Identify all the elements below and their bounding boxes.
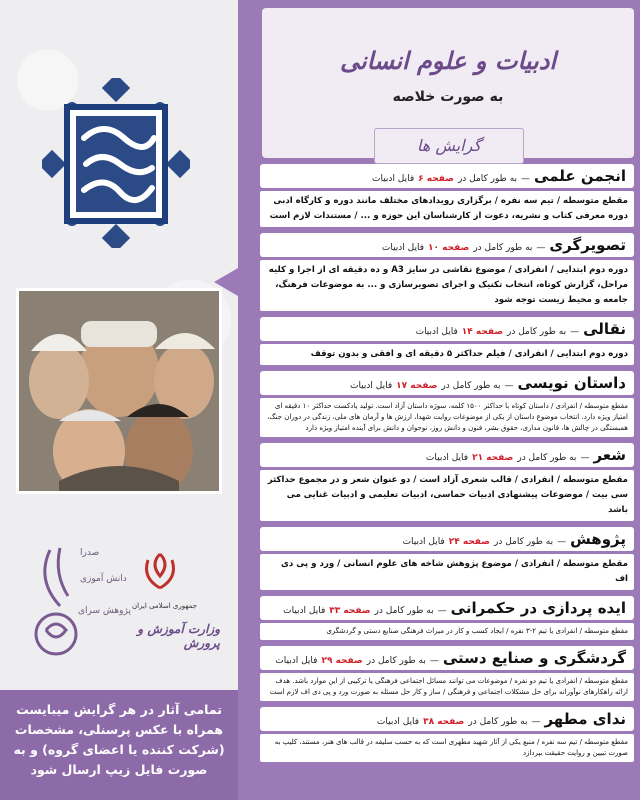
category-description: مقطع متوسطه / انفرادی / موضوع پژوهش شاخه های علوم انسانی / ورد و پی دی اف	[260, 554, 634, 590]
second-org-line2: دانش آموزی	[80, 574, 127, 584]
category-description: مقطع متوسطه / انفرادی یا تیم ۲-۳ نفره / ایجاد کسب و کار در میراث فرهنگی صنایع دستی و گردشگری	[260, 623, 634, 640]
category-page-ref: صفحه ۳۳	[329, 606, 371, 616]
category-dash: —	[429, 656, 439, 666]
calligraphy-logo	[42, 78, 190, 248]
organization-emblems	[20, 530, 220, 670]
category-section	[260, 317, 634, 365]
category-dash: —	[580, 453, 590, 463]
category-ref-prefix: به طور کامل در	[473, 243, 533, 253]
category-description: مقطع متوسطه / انفرادی / داستان کوتاه با حداکثر ۱۵۰۰ کلمه، سوژه داستان آزاد است. تولید یادکست حداکثر ۱۰ دقیقه ای امتیاز ویژه دارد. انتخاب موضوع داستان از یکی از موضوعات روایت شهدا، ارزش ها و آرمان های ملی، زندگی در دوران جنگ، همبستگی در چالش ها، قانون مداری، حقوق بشر، فنون و دانش روز، نوجوان و دانش برای آینده امتیاز ویژه دارد	[260, 398, 634, 437]
category-page-ref: صفحه ۳۸	[423, 717, 465, 727]
category-ref-prefix: به طور کامل در	[441, 381, 501, 391]
category-ref-suffix: فایل ادبیات	[402, 537, 445, 547]
category-page-ref: صفحه ۱۴	[461, 327, 504, 337]
category-header	[260, 527, 634, 551]
category-ref-prefix: به طور کامل در	[457, 174, 518, 184]
page-title: ادبیات و علوم انسانی	[339, 46, 557, 75]
category-name: گردشگری و صنایع دستی	[442, 649, 626, 667]
category-header	[260, 443, 634, 467]
category-name: شعر	[593, 446, 626, 464]
category-list	[260, 164, 634, 768]
category-section	[260, 527, 634, 590]
category-name: نقالی	[583, 320, 626, 338]
category-ref-suffix: فایل ادبیات	[372, 174, 415, 184]
category-ref-suffix: فایل ادبیات	[283, 606, 326, 616]
category-description: مقطع متوسطه / انفرادی یا تیم دو نفره / موضوعات می توانند مسائل اجتماعی فرهنگی یا ترکیبی از این موارد باشد. هدف ارائه راهکارهای نوآورانه برای حل مشکلات اجتماعی و فرهنگی / ساز و کار حل مسئله به صورت ورد و پی دی اف لازم است	[260, 673, 634, 701]
category-dash: —	[521, 174, 531, 184]
category-ref-prefix: به طور کامل در	[517, 453, 577, 463]
category-header	[260, 596, 634, 620]
categories-label: گرایش ها	[374, 128, 524, 164]
category-ref-suffix: فایل ادبیات	[349, 381, 393, 391]
category-page-ref: صفحه ۱۷	[396, 381, 438, 391]
gov-line1: جمهوری اسلامی ایران	[132, 602, 197, 610]
category-description: مقطع متوسطه / تیم سه نفره / برگزاری رویدادهای مختلف مانند دوره و کارگاه ادبی دوره معرفی کتاب و نشریه، دعوت از کارشناسان این حوزه و ... / مستندات لازم است	[260, 191, 634, 227]
header-banner	[262, 8, 634, 158]
category-ref-suffix: فایل ادبیات	[381, 243, 425, 253]
category-page-ref: صفحه ۲۴	[448, 537, 490, 547]
category-page-ref: صفحه ۲۱	[472, 453, 514, 463]
category-name: داستان نویسی	[517, 374, 626, 392]
category-ref-suffix: فایل ادبیات	[425, 453, 469, 463]
category-section	[260, 596, 634, 640]
submission-note: تمامی آثار در هر گرایش میبایست همراه با عکس پرسنلی، مشخصات (شرکت کننده یا اعضای گروه) و به صورت فایل زیپ ارسال شود	[0, 690, 238, 800]
category-section	[260, 233, 634, 311]
category-header	[260, 371, 634, 395]
category-section	[260, 164, 634, 227]
category-header	[260, 707, 634, 731]
category-section	[260, 371, 634, 437]
gov-line2: وزارت آموزش و پرورش	[137, 622, 220, 650]
category-ref-suffix: فایل ادبیات	[376, 717, 420, 727]
category-ref-prefix: به طور کامل در	[468, 717, 528, 727]
category-dash: —	[570, 327, 580, 337]
category-page-ref: صفحه ۲۹	[321, 656, 363, 666]
second-org-line3: پژوهش سرای	[78, 606, 131, 616]
category-name: تصویرگری	[549, 236, 626, 254]
category-header	[260, 317, 634, 341]
category-description: دوره دوم ابتدایی / انفرادی / فیلم حداکثر ۵ دقیقه ای و افقی و بدون توقف	[260, 344, 634, 365]
category-dash: —	[504, 381, 514, 391]
right-panel	[238, 0, 640, 800]
category-dash: —	[531, 717, 541, 727]
category-page-ref: صفحه ۱۰	[428, 243, 470, 253]
category-name: ایده پردازی در حکمرانی	[450, 599, 626, 617]
category-ref-prefix: به طور کامل در	[374, 606, 434, 616]
category-page-ref: صفحه ۶	[418, 174, 454, 184]
category-header	[260, 646, 634, 670]
category-name: انجمن علمی	[534, 167, 626, 185]
category-ref-suffix: فایل ادبیات	[415, 327, 458, 337]
category-header	[260, 164, 634, 188]
left-panel	[0, 0, 238, 800]
category-ref-prefix: به طور کامل در	[494, 537, 554, 547]
category-section	[260, 443, 634, 521]
category-header	[260, 233, 634, 257]
category-description: مقطع متوسطه / تیم سه نفره / منبع یکی از آثار شهید مطهری است که به حسب سلیقه در قالب های هنر، مستند، کلیپ به صورت تبیین و روایت حقیقت بپردازد	[260, 734, 634, 762]
category-name: پژوهش	[570, 530, 626, 548]
category-description: مقطع متوسطه / انفرادی / قالب شعری آزاد است / دو عنوان شعر و در مجموع حداکثر سی بیت / موضوعات پیشنهادی ادبیات حماسی، ادبیات تعلیمی و ادبیات غنایی می باشد	[260, 470, 634, 521]
category-ref-prefix: به طور کامل در	[507, 327, 567, 337]
poets-portrait	[16, 288, 222, 494]
second-org-line1: صدرا	[80, 548, 100, 558]
category-name: ندای مطهر	[544, 710, 626, 728]
category-section	[260, 707, 634, 762]
category-ref-suffix: فایل ادبیات	[275, 656, 318, 666]
page-subtitle: به صورت خلاصه	[392, 89, 504, 105]
category-dash: —	[557, 537, 567, 547]
category-dash: —	[437, 606, 447, 616]
category-ref-prefix: به طور کامل در	[366, 656, 426, 666]
category-section	[260, 646, 634, 701]
pointer-triangle	[214, 268, 238, 296]
category-description: دوره دوم ابتدایی / انفرادی / موضوع نقاشی در سایز A3 و ده دقیقه ای از اجرا و کلیه مراحل، گزارش کوتاه، انتخاب تکنیک و اجرای تصویرسازی و ... به موضوعات فرهنگ، جامعه و محیط زیست توجه شود	[260, 260, 634, 311]
category-dash: —	[536, 243, 546, 253]
